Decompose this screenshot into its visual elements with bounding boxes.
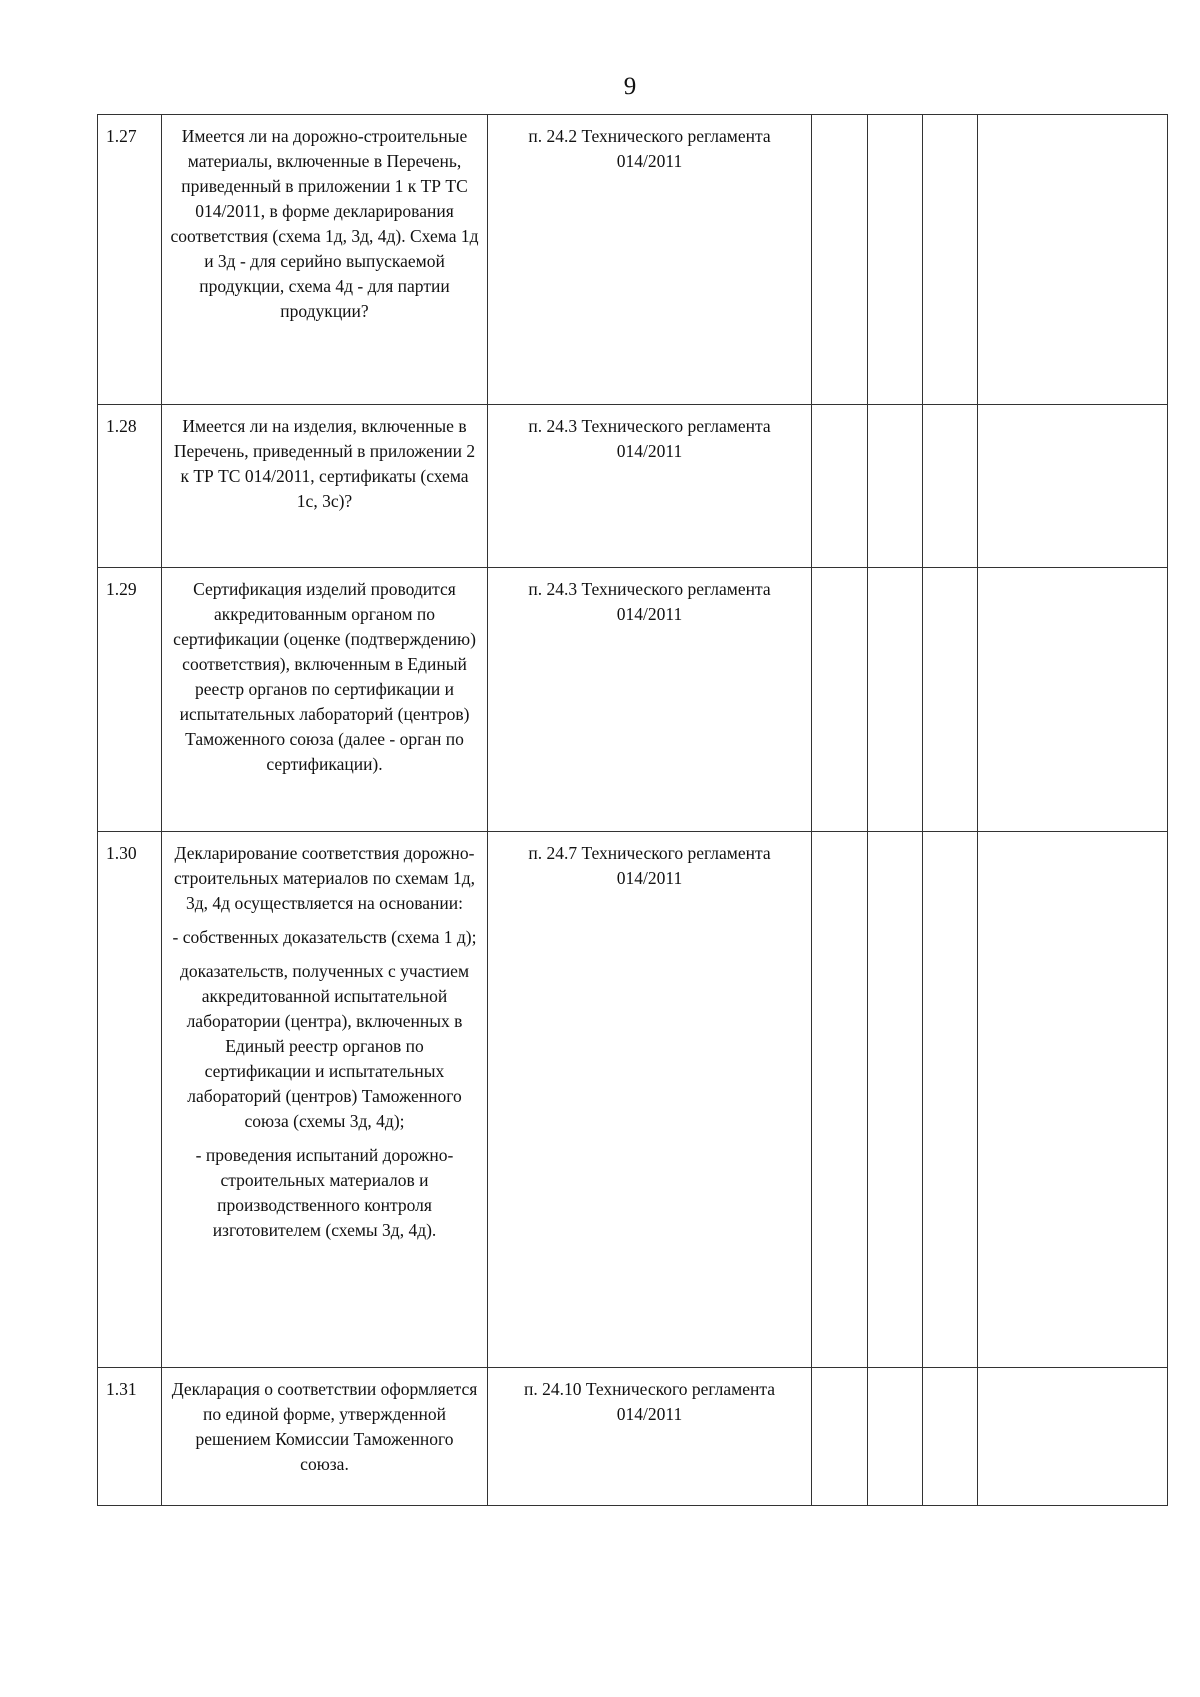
- reference-cell: п. 24.7 Технического регламента 014/2011: [488, 832, 812, 1368]
- requirement-cell: [162, 405, 488, 568]
- answer-na-cell[interactable]: [923, 832, 978, 1368]
- page-number: 9: [623, 73, 637, 100]
- notes-cell[interactable]: [978, 832, 1168, 1368]
- requirement-text: Декларирование соответствия дорожно-строительных материалов по схемам 1д, 3д, 4д осуществляется на основании:: [173, 843, 476, 913]
- row-number: 1.30: [98, 832, 162, 1368]
- answer-yes-cell[interactable]: [812, 1368, 868, 1506]
- requirement-text: - проведения испытаний дорожно-строительных материалов и производственного контроля изготовителем (схемы 3д, 4д).: [195, 1145, 454, 1240]
- notes-cell[interactable]: [978, 115, 1168, 405]
- requirement-text: Имеется ли на дорожно-строительные материалы, включенные в Перечень, приведенный в приложении 1 к ТР ТС 014/2011, в форме декларирования соответствия (схема 1д, 3д, 4д). Схема 1д и 3д - для серийно выпускаемой продукции, схема 4д - для партии продукции?: [170, 126, 479, 321]
- requirement-cell: [162, 568, 488, 832]
- reference-cell: п. 24.2 Технического регламента 014/2011: [488, 115, 812, 405]
- requirement-text: доказательств, полученных с участием аккредитованной испытательной лаборатории (центра), включенных в Единый реестр органов по сертификации и испытательных лабораторий (центров) Таможенного союза (схемы 3д, 4д);: [179, 961, 470, 1131]
- reference-cell: п. 24.3 Технического регламента 014/2011: [488, 568, 812, 832]
- answer-no-cell[interactable]: [868, 1368, 923, 1506]
- row-number: 1.27: [98, 115, 162, 405]
- requirement-cell: [162, 832, 488, 1368]
- notes-cell[interactable]: [978, 568, 1168, 832]
- requirement-text: Декларация о соответствии оформляется по единой форме, утвержденной решением Комиссии Таможенного союза.: [171, 1379, 478, 1474]
- answer-no-cell[interactable]: [868, 832, 923, 1368]
- answer-no-cell[interactable]: [868, 405, 923, 568]
- checklist-table: [97, 114, 1168, 1506]
- table-row: [98, 1368, 1168, 1506]
- requirement-cell: [162, 1368, 488, 1506]
- table-row: [98, 405, 1168, 568]
- table-row: [98, 832, 1168, 1368]
- answer-yes-cell[interactable]: [812, 115, 868, 405]
- answer-na-cell[interactable]: [923, 1368, 978, 1506]
- reference-cell: п. 24.3 Технического регламента 014/2011: [488, 405, 812, 568]
- notes-cell[interactable]: [978, 405, 1168, 568]
- row-number: 1.28: [98, 405, 162, 568]
- requirement-cell: [162, 115, 488, 405]
- row-number: 1.29: [98, 568, 162, 832]
- answer-yes-cell[interactable]: [812, 832, 868, 1368]
- answer-na-cell[interactable]: [923, 115, 978, 405]
- table-row: [98, 568, 1168, 832]
- row-number: 1.31: [98, 1368, 162, 1506]
- reference-cell: п. 24.10 Технического регламента 014/2011: [488, 1368, 812, 1506]
- answer-na-cell[interactable]: [923, 568, 978, 832]
- requirement-text: Сертификация изделий проводится аккредитованным органом по сертификации (оценке (подтверждению) соответствия), включенным в Единый реестр органов по сертификации и испытательных лабораторий (центров) Таможенного союза (далее - орган по сертификации).: [173, 579, 476, 774]
- requirement-text: - собственных доказательств (схема 1 д);: [172, 927, 477, 947]
- answer-no-cell[interactable]: [868, 568, 923, 832]
- answer-no-cell[interactable]: [868, 115, 923, 405]
- notes-cell[interactable]: [978, 1368, 1168, 1506]
- answer-yes-cell[interactable]: [812, 568, 868, 832]
- table-row: [98, 115, 1168, 405]
- requirement-text: Имеется ли на изделия, включенные в Перечень, приведенный в приложении 2 к ТР ТС 014/2011, сертификаты (схема 1с, 3с)?: [173, 416, 476, 511]
- answer-na-cell[interactable]: [923, 405, 978, 568]
- answer-yes-cell[interactable]: [812, 405, 868, 568]
